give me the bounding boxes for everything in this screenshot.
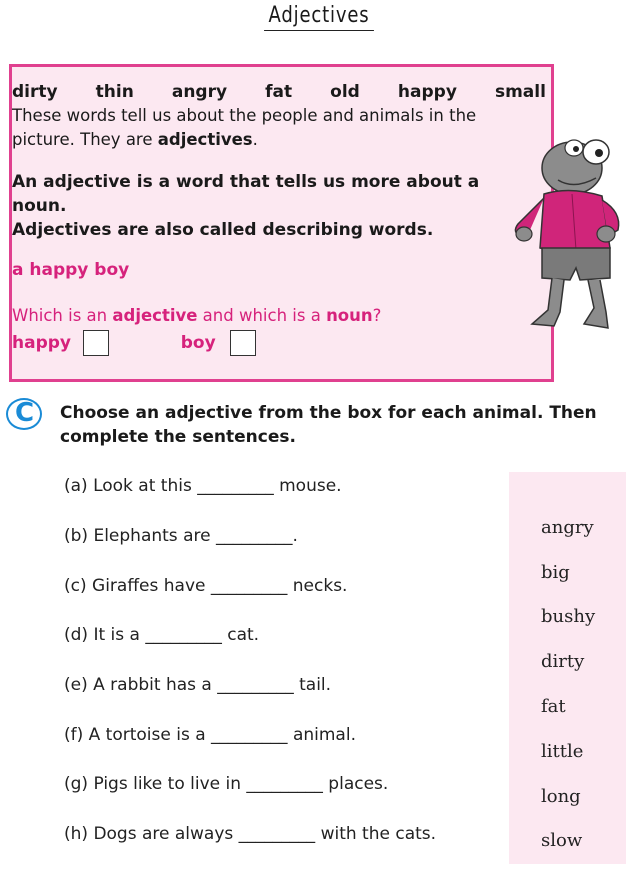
answer-box-boy[interactable] [230,330,256,356]
sentence-a: (a) Look at this _________ mouse. [64,476,342,496]
word-bank-item: dirty [541,651,585,672]
word: old [330,82,360,102]
word: small [494,82,546,102]
section-c-badge: C [6,398,42,430]
definition-line-2: noun. [12,196,67,216]
word: happy [397,82,457,102]
word-bank-item: bushy [541,606,596,627]
word: fat [265,82,293,102]
word-bank-item: big [541,562,570,583]
answer-row [12,330,256,356]
question-line: Which is an adjective and which is a noun? [12,306,382,325]
example-phrase: a happy boy [12,260,130,280]
word-bank-item: little [541,741,584,762]
word-bank-item: slow [541,830,583,851]
sentence-e: (e) A rabbit has a _________ tail. [64,675,332,695]
explanation-line-2: picture. They are adjectives. [12,130,258,149]
sentence-c: (c) Giraffes have _________ necks. [64,576,348,596]
cartoon-character-illustration [510,128,638,338]
sentence-g: (g) Pigs like to live in _________ places. [64,774,389,794]
answer-box-happy[interactable] [83,330,109,356]
sentence-f: (f) A tortoise is a _________ animal. [64,725,356,745]
definition-line-3: Adjectives are also called describing words. [12,220,434,240]
word: thin [95,82,134,102]
word-bank-item: fat [541,696,566,717]
explanation-line-1: These words tell us about the people and animals in the [12,106,477,125]
word: dirty [12,82,58,102]
word: angry [171,82,228,102]
definition-line-1: An adjective is a word that tells us more about a [12,172,480,192]
word-bank-item: long [541,786,581,807]
sentence-h: (h) Dogs are always _________ with the cats. [64,824,437,844]
word-bank-item: angry [541,517,594,538]
section-instruction: Choose an adjective from the box for each animal. Then complete the sentences. [60,403,597,447]
sentence-d: (d) It is a _________ cat. [64,625,260,645]
page-title: Adjectives [264,2,374,31]
sentence-b: (b) Elephants are _________. [64,526,298,546]
adjective-word-row [12,82,546,102]
answer-word-boy: boy [180,333,216,353]
answer-word-happy: happy [12,333,71,353]
